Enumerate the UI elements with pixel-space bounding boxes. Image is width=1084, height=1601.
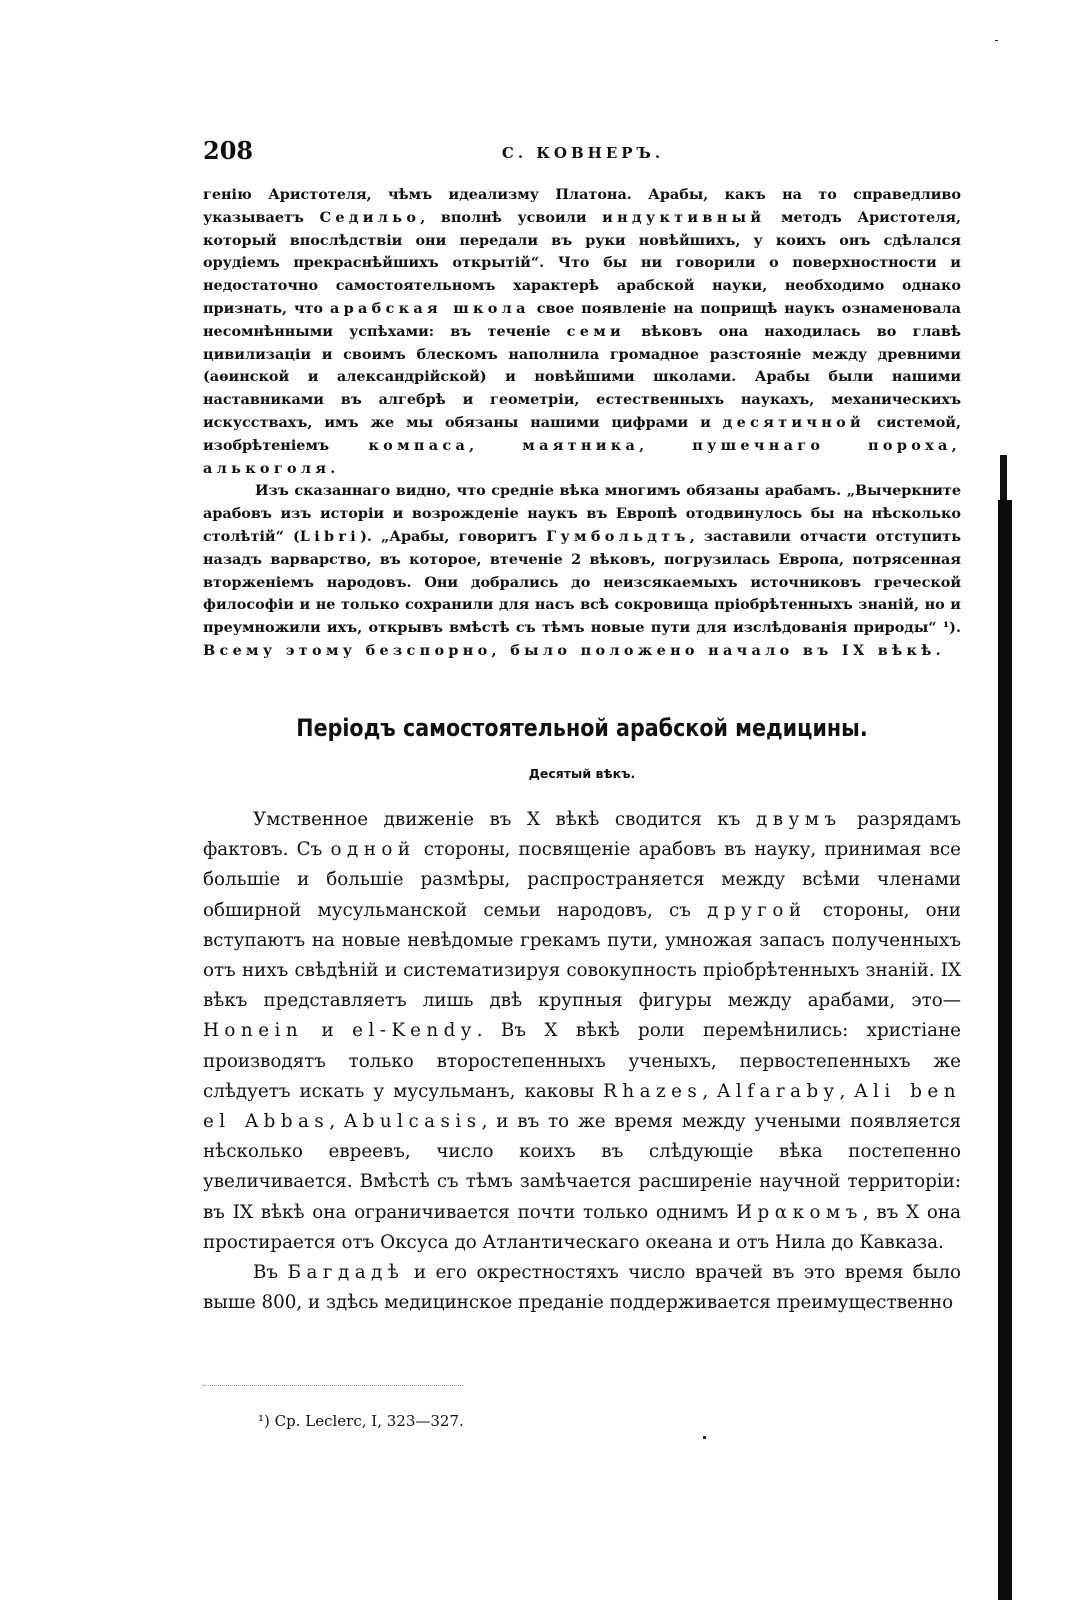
spaced-name-rhazes: Rhazes xyxy=(603,1080,703,1102)
spaced-phrase-ninth-century: Всему этому безспорно, было положено начало въ IX вѣкѣ. xyxy=(203,641,945,659)
text-run: , xyxy=(702,1080,718,1102)
spaced-name-humboldt: Гумбольдтъ xyxy=(546,527,690,545)
text-run: , въ X она простирается отъ Оксуса до Атлантическаго океана и отъ Нила до Кавказа. xyxy=(203,1201,961,1253)
spaced-name-el-kendy: el-Kendy xyxy=(352,1020,477,1042)
spaced-word-two: двумъ xyxy=(755,809,842,830)
text-run: , xyxy=(839,1080,855,1102)
footnote-separator xyxy=(203,1385,463,1386)
paragraph-baghdad xyxy=(203,1258,961,1318)
spaced-word-inductive: индуктивный xyxy=(602,208,766,226)
text-run: методъ Аристотеля, который впослѣдствіи они передали въ руки новѣйшихъ, у коихъ онъ сдѣлался орудіемъ прекраснѣйшихъ открытій“. Что бы ни говорили о поверхностности и недостаточно самостоятельномъ характерѣ арабской науки, необходимо однако признать, что xyxy=(203,208,961,317)
page-edge-shadow xyxy=(998,500,1012,1600)
section-title: Періодъ самостоятельной арабской медицины. xyxy=(296,714,868,742)
scan-speck xyxy=(995,40,998,41)
paragraph-tenth-century xyxy=(203,805,961,1258)
upper-text-block xyxy=(203,184,961,663)
text-run: , вполнѣ усвоили xyxy=(420,208,603,226)
text-run: вѣковъ она находилась во главѣ цивилизаціи и своимъ блескомъ наполнила громадное разстояніе между древними (аѳинской и александрійской) и новѣйшими школами. Арабы были нашими наставниками въ алгебрѣ и геометріи, естественныхъ наукахъ, механическихъ искусствахъ, имъ же мы обязаны нашими цифрами и xyxy=(203,322,961,431)
text-run: стороны, посвященіе арабовъ въ науку, принимая все большіе и большіе размѣры, распространяется между всѣми членами обширной мусульманской семьи народовъ, съ xyxy=(203,839,961,921)
spaced-name-baghdad: Багдадѣ xyxy=(287,1262,405,1284)
text-run: , и въ то же время между учеными появляется нѣсколько евреевъ, число коихъ въ слѣдующіе вѣка постепенно увеличивается. Вмѣстѣ съ тѣмъ замѣчается расширеніе научной территоріи: въ IX вѣкѣ она ограничивается почти только однимъ xyxy=(203,1111,962,1223)
page-number: 208 xyxy=(203,136,254,165)
spaced-name-abulcasis: Abulcasis xyxy=(343,1111,482,1133)
spaced-name-ali-ben-el-abbas: Ali ben el Abbas xyxy=(203,1080,962,1133)
spaced-word-seven: семи xyxy=(566,322,626,340)
text-run: и xyxy=(303,1020,353,1042)
text-run: Умственное движеніе въ X вѣкѣ сводится къ xyxy=(253,809,756,830)
running-head: С. КОВНЕРЪ. xyxy=(501,144,665,162)
spaced-name-sedillot: Седильо xyxy=(319,208,421,226)
text-run: . Въ X вѣкѣ роли перемѣнились: христіане производятъ только второстепенныхъ ученыхъ, первостепенныхъ же слѣдуетъ искать у мусульманъ, каковы xyxy=(203,1020,961,1102)
footnote: ¹) Ср. Leclerc, I, 323—327. xyxy=(258,1412,464,1430)
text-run: Въ xyxy=(253,1262,288,1284)
text-run: разрядамъ фактовъ. Съ xyxy=(203,809,961,861)
spaced-word-one: одной xyxy=(330,839,416,861)
text-run: системой, изобрѣтеніемъ xyxy=(203,413,961,454)
spaced-name-honein: Honein xyxy=(203,1020,304,1042)
paragraph-aristotle xyxy=(203,184,961,480)
text-run: стороны, они вступаютъ на новые невѣдомые грекамъ пути, умножая запасъ полученныхъ отъ нихъ свѣдѣній и систематизируя совокупность пріобрѣтенныхъ знаній. IX вѣкъ представляетъ лишь двѣ крупныя фигуры между арабами, это— xyxy=(203,899,961,1012)
spaced-word-other: другой xyxy=(707,899,807,921)
spaced-word-arab-school: арабская школа xyxy=(330,299,530,317)
text-run: , xyxy=(329,1111,344,1133)
text-run: свое появленіе на поприщѣ наукъ ознаменовала несомнѣнными успѣхами: въ теченіе xyxy=(203,299,962,340)
text-run: ). „Арабы, говоритъ xyxy=(360,527,547,545)
paragraph-middle-ages xyxy=(203,480,961,662)
page-header xyxy=(203,136,963,176)
spaced-word-decimal: десятичной xyxy=(722,413,865,431)
scan-speck xyxy=(703,1436,706,1439)
subsection-title: Десятый вѣкъ. xyxy=(528,766,636,781)
spaced-name-libri: Libri xyxy=(299,527,361,545)
spaced-word-inventions: компаса, маятника, пушечнаго пороха, алькоголя. xyxy=(203,436,961,477)
text-run: генію Аристотеля, чѣмъ идеализму Платона. Арабы, какъ на то справедливо указываетъ xyxy=(203,186,961,226)
text-run: и его окрестностяхъ число врачей въ это время было выше 800, и здѣсь медицинское преданіе поддерживается преимущественно xyxy=(203,1262,961,1314)
lower-text-block xyxy=(203,805,961,1318)
text-run: , заставили отчасти отступить назадъ варварство, въ которое, втеченіе 2 вѣковъ, погрузилась Европа, потрясенная вторженіемъ народовъ. Они добрались до неизсякаемыхъ источниковъ греческой философіи и не только сохранили для насъ всѣ сокровища пріобрѣтенныхъ знаній, но и преумножили ихъ, открывъ вмѣстѣ съ тѣмъ новые пути для изслѣдованія природы“ ¹). xyxy=(203,527,961,637)
spaced-name-alfaraby: Alfaraby xyxy=(717,1080,840,1102)
spaced-name-irak: Ирακомъ xyxy=(736,1201,863,1223)
text-run: Изъ сказаннаго видно, что средніе вѣка многимъ обязаны арабамъ. „Вычеркните арабовъ изъ исторіи и возрожденіе наукъ въ Европѣ отодвинулось бы на нѣсколько столѣтій“ ( xyxy=(203,482,961,545)
